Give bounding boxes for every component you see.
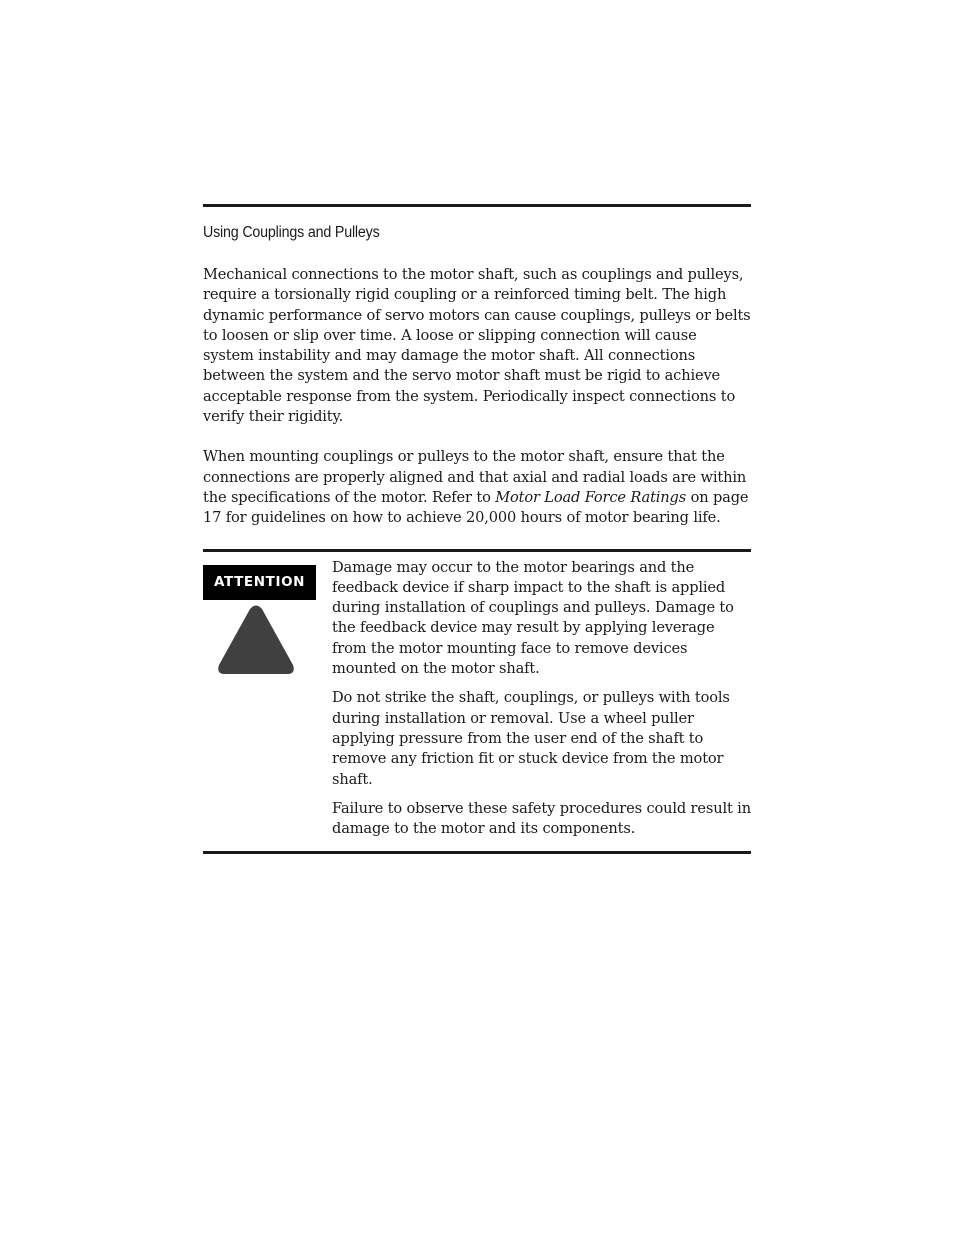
attention-text: [332, 558, 751, 840]
attention-paragraph: Damage may occur to the motor bearings and the feedback device if sharp impact to the shaft is applied during installation of couplings and pulleys. Damage to the feedback device may result by applying leverage from the motor mounting face to remove devices mounted on the motor shaft.: [332, 558, 734, 678]
attention-marker: [203, 565, 316, 677]
paragraph-couplings-rigidity: Mechanical connections to the motor shaft, such as couplings and pulleys, require a torsionally rigid coupling or a reinforced timing belt. The high dynamic performance of servo motors can cause couplings, pulleys or belts to loosen or slip over time. A loose or slipping connection will cause system instability and may damage the motor shaft. All connections between the system and the servo motor shaft must be rigid to achieve acceptable response from the system. Periodically inspect connections to verify their rigidity.: [203, 266, 751, 426]
paragraph-mounting-text-start: When mounting couplings or pulleys to the motor shaft, ensure that the connections are properly aligned and that axial and radial loads are within the specifications of the motor. Refer to: [203, 448, 747, 506]
attention-label: ATTENTION: [203, 565, 316, 600]
paragraph-mounting-text-end: on page 17 for guidelines on how to achieve 20,000 hours of motor bearing life.: [203, 488, 749, 527]
attention-paragraph: Failure to observe these safety procedures could result in damage to the motor and its components.: [332, 799, 751, 838]
paragraph-mounting-alignment: [203, 447, 751, 528]
cross-reference-link[interactable]: Motor Load Force Ratings: [495, 488, 687, 506]
document-page: [203, 204, 751, 854]
top-rule: [203, 204, 751, 207]
attention-notice: [203, 549, 751, 855]
warning-triangle-icon: [216, 605, 296, 677]
section-heading: Using Couplings and Pulleys: [203, 224, 380, 241]
attention-paragraph: Do not strike the shaft, couplings, or pulleys with tools during installation or removal. Use a wheel puller applying pressure from the user end of the shaft to remove any friction fit or stuck device from the motor shaft.: [332, 689, 730, 788]
